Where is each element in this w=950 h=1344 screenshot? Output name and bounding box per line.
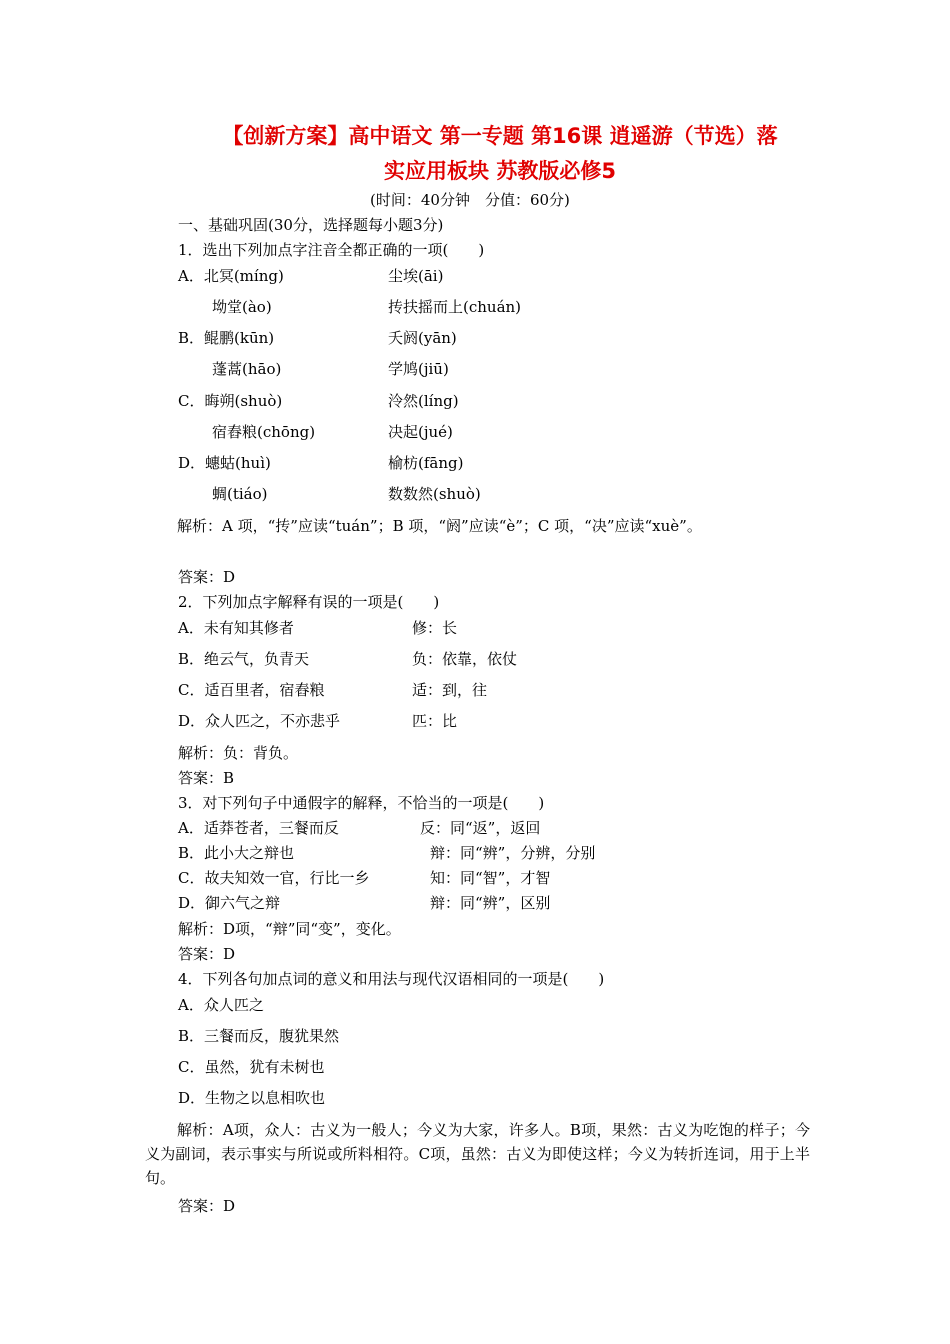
q4-stem: 4．下列各句加点词的意义和用法与现代汉语相同的一项是( ) xyxy=(178,970,605,988)
q2-option-c-explanation: 适：到，往 xyxy=(412,681,488,699)
q1-option-d-4: 数数然(shuò) xyxy=(388,485,481,503)
q1-option-b-4: 学鸠(jiū) xyxy=(388,360,449,378)
q1-option-c-4: 决起(jué) xyxy=(388,423,453,441)
time-score: (时间：40分钟 分值：60分) xyxy=(370,191,570,209)
q1-option-c-2: 泠然(líng) xyxy=(388,392,459,410)
q4-analysis: 解析：A项，众人：古义为一般人；今义为大家，许多人。B项，果然：古义为吃饱的样子；今义为副词，表示事实与所说或所料相符。C项，虽然：古义为即使这样；今义为转折连词，用于上半句。 xyxy=(145,1121,810,1187)
q4-option-b: B．三餐而反，腹犹果然 xyxy=(178,1027,340,1045)
q3-option-c: C．故夫知效一官，行比一乡 xyxy=(178,869,370,887)
q2-option-d-explanation: 匹：比 xyxy=(412,712,458,730)
q1-option-d-3: 蜩(tiáo) xyxy=(212,485,268,503)
q1-option-a-4: 抟扶摇而上(chuán) xyxy=(388,298,522,316)
q1-stem: 1．选出下列加点字注音全都正确的一项( ) xyxy=(178,241,485,259)
title-line-1: 【创新方案】高中语文 第一专题 第16课 逍遥游（节选）落 xyxy=(222,124,778,148)
q1-analysis: 解析：A 项，“抟”应读“tuán”；B 项，“阏”应读“è”；C 项，“决”应读“xuè”。 xyxy=(177,517,702,535)
q2-option-d: D．众人匹之，不亦悲乎 xyxy=(178,712,341,730)
q1-option-a-2: 尘埃(āi) xyxy=(388,267,444,285)
q1-option-d-2: 榆枋(fāng) xyxy=(388,454,464,472)
q3-option-d-explanation: 辩：同“辨”，区别 xyxy=(430,894,551,912)
q1-option-b-3: 蓬蒿(hāo) xyxy=(212,360,282,378)
section-heading: 一、基础巩固(30分，选择题每小题3分) xyxy=(178,216,444,234)
q3-option-b: B．此小大之辩也 xyxy=(178,844,295,862)
q2-analysis: 解析：负：背负。 xyxy=(178,744,299,762)
q1-option-c-1: C．晦朔(shuò) xyxy=(178,392,283,410)
q3-stem: 3．对下列句子中通假字的解释，不恰当的一项是( ) xyxy=(178,794,545,812)
q1-option-b-1: B．鲲鹏(kūn) xyxy=(178,329,275,347)
q3-option-d: D．御六气之辩 xyxy=(178,894,281,912)
q4-option-a: A．众人匹之 xyxy=(178,996,264,1014)
q4-option-d: D．生物之以息相吹也 xyxy=(178,1089,326,1107)
q1-option-d-1: D．蟪蛄(huì) xyxy=(178,454,271,472)
q3-option-a-explanation: 反：同“返”，返回 xyxy=(420,819,541,837)
q2-stem: 2．下列加点字解释有误的一项是( ) xyxy=(178,593,440,611)
q1-option-c-3: 宿舂粮(chōng) xyxy=(212,423,316,441)
q2-option-b: B．绝云气，负青天 xyxy=(178,650,310,668)
q2-answer: 答案：B xyxy=(178,769,235,787)
q1-option-b-2: 夭阏(yān) xyxy=(388,329,457,347)
q3-option-b-explanation: 辩：同“辨”，分辨，分别 xyxy=(430,844,596,862)
title-line-2: 实应用板块 苏教版必修5 xyxy=(384,159,616,183)
q2-option-a-explanation: 修：长 xyxy=(412,619,458,637)
q1-option-a-3: 坳堂(ào) xyxy=(212,298,272,316)
q3-option-c-explanation: 知：同“智”，才智 xyxy=(430,869,551,887)
q4-option-c: C．虽然，犹有未树也 xyxy=(178,1058,325,1076)
q3-answer: 答案：D xyxy=(178,945,236,963)
q1-answer: 答案：D xyxy=(178,568,236,586)
q2-option-b-explanation: 负：依靠，依仗 xyxy=(412,650,518,668)
q2-option-c: C．适百里者，宿舂粮 xyxy=(178,681,325,699)
q4-answer: 答案：D xyxy=(178,1197,236,1215)
q3-option-a: A．适莽苍者，三餐而反 xyxy=(178,819,339,837)
q1-option-a-1: A．北冥(míng) xyxy=(178,267,284,285)
q3-analysis: 解析：D项，“辩”同“变”，变化。 xyxy=(178,920,401,938)
q2-option-a: A．未有知其修者 xyxy=(178,619,294,637)
